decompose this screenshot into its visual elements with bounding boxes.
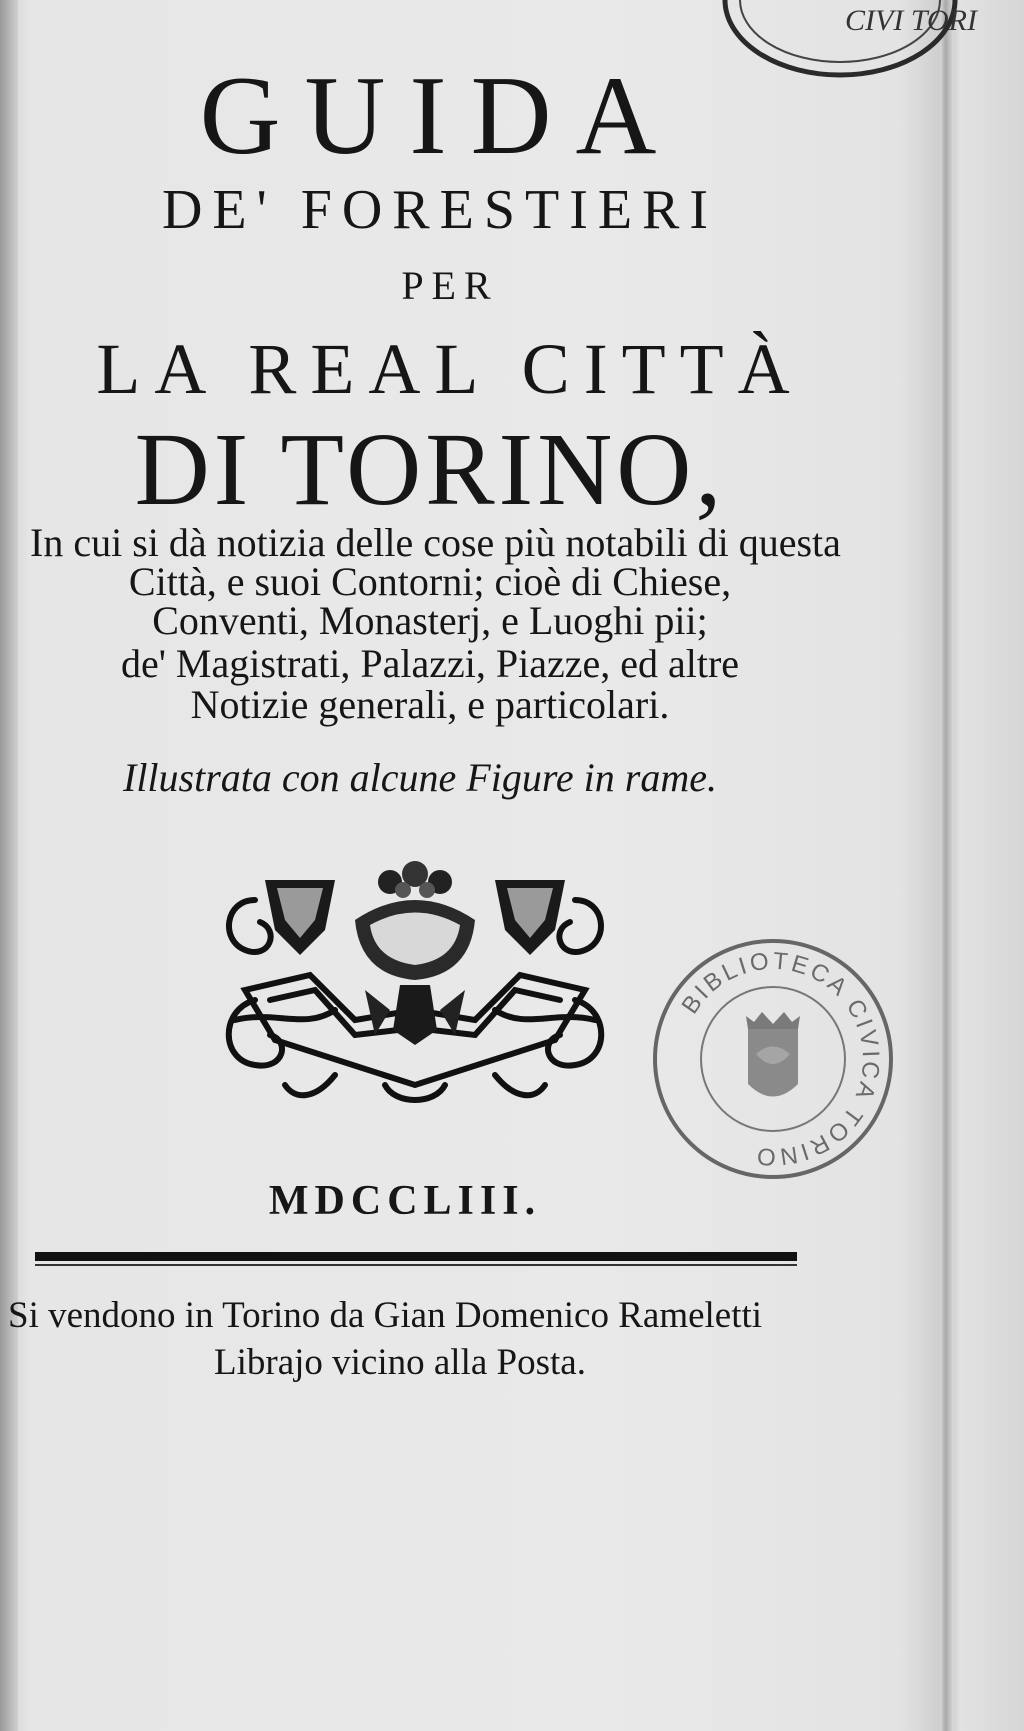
imprint-line-1: Si vendono in Torino da Gian Domenico Rameletti [8,1295,763,1336]
description-line-2: Città, e suoi Contorni; cioè di Chiese, [128,559,732,604]
description-line-5: Notizie generali, e particolari. [190,682,670,727]
imprint-line-2: Librajo vicino alla Posta. [214,1342,586,1383]
library-stamp-text: BIBLIOTECA CIVICA TORINO [676,947,885,1171]
page-edge-right [940,0,954,1731]
publication-date: MDCCLIII. [268,1178,542,1224]
description-line-4: de' Magistrati, Palazzi, Piazze, ed altre [120,641,740,686]
description-line-1: In cui si dà notizia delle cose più notabili di questa [30,520,841,565]
floral-cartouche-ornament-icon [215,860,615,1105]
library-stamp [648,934,898,1184]
thick-rule [35,1252,797,1261]
title-real-citta: LA REAL CITTÀ [96,329,804,409]
page-edge-left [0,0,18,1731]
thin-rule [35,1264,797,1266]
description-line-3: Conventi, Monasterj, e Luoghi pii; [152,598,708,643]
title-de-forestieri: DE' FORESTIERI [161,179,719,241]
title-guida: GUIDA [199,54,681,178]
title-per: PER [401,263,499,308]
corner-stamp-text: CIVI TORI [845,4,977,37]
title-di-torino: DI TORINO, [134,412,726,527]
illustration-note: Illustrata con alcune Figure in rame. [123,755,717,800]
